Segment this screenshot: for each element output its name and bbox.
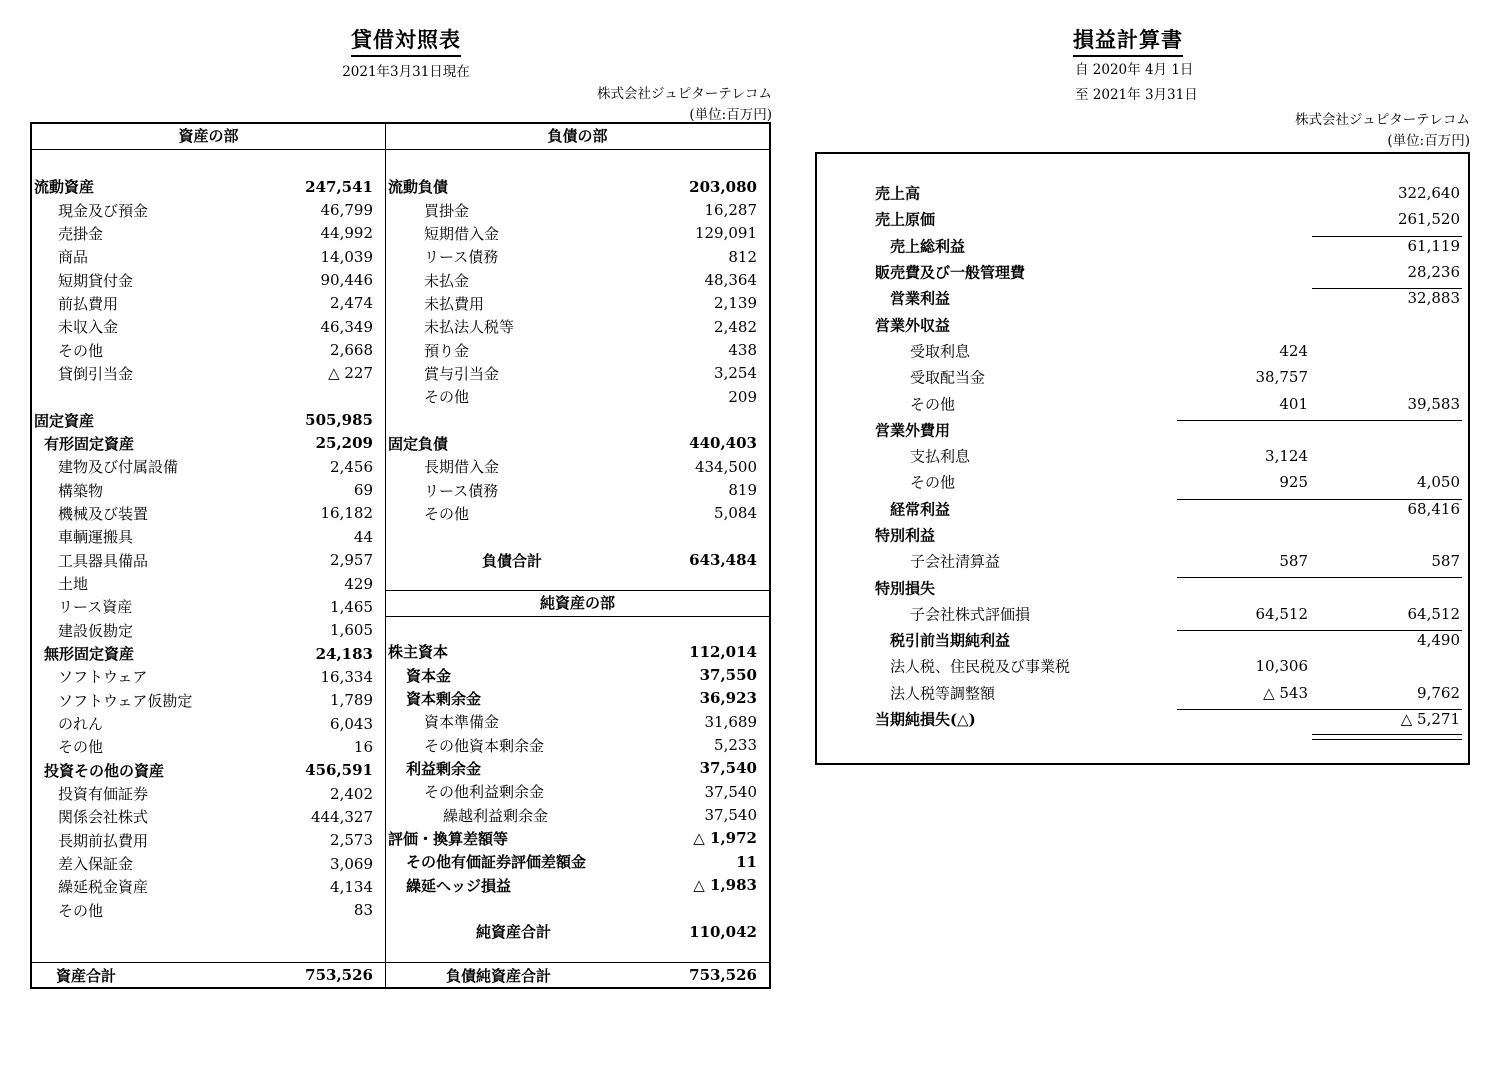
net-assets-row xyxy=(386,757,769,780)
row-subcolumn-value: △ 543 xyxy=(1263,683,1308,702)
row-value: 2,139 xyxy=(714,294,757,313)
row-label: 特別利益 xyxy=(875,526,936,545)
row-label: 負債合計 xyxy=(482,551,543,570)
row-label: 短期貸付金 xyxy=(58,271,134,290)
row-label: 関係会社株式 xyxy=(58,808,149,827)
row-value: 37,540 xyxy=(704,782,757,801)
row-label: 現金及び預金 xyxy=(58,201,149,220)
net-assets-row xyxy=(386,827,769,850)
row-value: 2,474 xyxy=(330,294,373,313)
row-label: 建設仮勘定 xyxy=(58,621,134,640)
row-label: 投資その他の資産 xyxy=(44,761,165,780)
row-label: 売上総利益 xyxy=(890,237,966,256)
assets-section-header: 資産の部 xyxy=(32,124,386,149)
row-subcolumn-value: 587 xyxy=(1279,552,1308,571)
row-label: 投資有価証券 xyxy=(58,785,149,804)
income-statement-row xyxy=(817,259,1468,285)
income-statement-period-to: 至 2021年 3月31日 xyxy=(1075,87,1198,103)
row-value: 37,550 xyxy=(699,666,757,685)
income-statement-row xyxy=(817,653,1468,679)
row-value: 505,985 xyxy=(305,411,373,430)
row-value: 643,484 xyxy=(689,551,757,570)
income-statement-row xyxy=(817,180,1468,206)
liabilities-row-blank xyxy=(386,408,769,431)
liabilities-section-header: 負債の部 xyxy=(547,127,608,145)
row-value: 110,042 xyxy=(689,922,757,941)
row-value: △ 1,972 xyxy=(693,829,757,848)
assets-row xyxy=(32,315,385,338)
row-label: 固定資産 xyxy=(34,411,95,430)
row-label: 未収入金 xyxy=(58,318,119,337)
assets-row xyxy=(32,899,385,922)
assets-row xyxy=(32,572,385,595)
row-label: 純資産合計 xyxy=(476,923,552,942)
liabilities-net-total-value: 753,526 xyxy=(689,966,757,984)
row-value: 112,014 xyxy=(689,642,757,661)
row-label: ソフトウェア仮勘定 xyxy=(58,691,193,710)
income-statement-row xyxy=(817,206,1468,232)
row-label: 資本金 xyxy=(406,666,452,685)
row-total-value: 39,583 xyxy=(1407,394,1460,413)
assets-row xyxy=(32,338,385,361)
assets-row xyxy=(32,689,385,712)
row-value: 5,233 xyxy=(714,736,757,755)
income-statement-row xyxy=(817,233,1468,259)
income-statement-company: 株式会社ジュピターテレコム xyxy=(1295,112,1470,128)
double-total-rule xyxy=(1312,734,1462,740)
row-value: 90,446 xyxy=(320,271,373,290)
row-label: その他有価証券評価差額金 xyxy=(406,853,587,872)
net-assets-row-blank xyxy=(386,897,769,920)
balance-sheet-company: 株式会社ジュピターテレコム xyxy=(597,86,772,102)
row-subcolumn-value: 64,512 xyxy=(1255,604,1308,623)
liabilities-row xyxy=(386,385,769,408)
row-label: 法人税等調整額 xyxy=(890,684,996,703)
row-value: 6,043 xyxy=(330,714,373,733)
row-label: 機械及び装置 xyxy=(58,504,149,523)
row-label: 評価・換算差額等 xyxy=(388,829,509,848)
row-label: 売掛金 xyxy=(58,224,104,243)
row-label: 株主資本 xyxy=(388,643,449,662)
liabilities-row xyxy=(386,245,769,268)
row-value: 1,465 xyxy=(330,597,373,616)
row-label: 資本準備金 xyxy=(424,713,500,732)
row-total-value: 61,119 xyxy=(1407,236,1460,255)
income-statement-row xyxy=(817,601,1468,627)
row-label: 子会社清算益 xyxy=(910,552,1001,571)
row-label: その他利益剰余金 xyxy=(424,783,545,802)
income-statement-row xyxy=(817,574,1468,600)
assets-row xyxy=(32,455,385,478)
row-value: 5,084 xyxy=(714,504,757,523)
row-label: のれん xyxy=(58,715,104,734)
row-label: 長期前払費用 xyxy=(58,831,149,850)
row-subcolumn-value: 925 xyxy=(1279,473,1308,492)
assets-row xyxy=(32,852,385,875)
row-value: 46,349 xyxy=(320,317,373,336)
row-subcolumn-value: 10,306 xyxy=(1255,657,1308,676)
assets-row xyxy=(32,549,385,572)
liabilities-net-assets-column xyxy=(386,150,769,962)
liabilities-row xyxy=(386,455,769,478)
assets-row xyxy=(32,759,385,782)
assets-row xyxy=(32,712,385,735)
row-label: 営業外収益 xyxy=(875,316,951,335)
row-label: 預り金 xyxy=(424,341,470,360)
net-assets-row xyxy=(386,640,769,663)
income-statement-row xyxy=(817,390,1468,416)
row-subcolumn-value: 38,757 xyxy=(1255,368,1308,387)
row-label: 資本剰余金 xyxy=(406,689,482,708)
income-statement-row xyxy=(817,627,1468,653)
row-label: 未払金 xyxy=(424,271,470,290)
liabilities-row xyxy=(386,362,769,385)
row-value: 16,334 xyxy=(320,667,373,686)
liabilities-row xyxy=(386,549,769,572)
assets-row xyxy=(32,175,385,198)
income-statement-row xyxy=(817,338,1468,364)
assets-total-row xyxy=(32,963,386,987)
income-statement-row xyxy=(817,285,1468,311)
row-total-value: 32,883 xyxy=(1407,289,1460,308)
row-label: 賞与引当金 xyxy=(424,364,500,383)
row-label: 前払費用 xyxy=(58,294,119,313)
row-value: 429 xyxy=(344,574,373,593)
row-subcolumn-value: 3,124 xyxy=(1265,447,1308,466)
row-value: 3,254 xyxy=(714,364,757,383)
row-value: 129,091 xyxy=(694,224,757,243)
row-value: 444,327 xyxy=(310,807,373,826)
row-value: 203,080 xyxy=(689,177,757,196)
row-label: 土地 xyxy=(58,575,89,594)
row-label: リース債務 xyxy=(424,481,499,500)
balance-sheet-date: 2021年3月31日現在 xyxy=(342,64,470,80)
row-value: 16 xyxy=(353,737,373,756)
row-label: 車輌運搬具 xyxy=(58,528,134,547)
net-assets-row xyxy=(386,803,769,826)
row-label: 建物及び付属設備 xyxy=(58,458,179,477)
liabilities-row xyxy=(386,315,769,338)
row-label: 繰延税金資産 xyxy=(58,878,149,897)
assets-row xyxy=(32,268,385,291)
balance-sheet-title xyxy=(300,24,512,57)
row-value: 37,540 xyxy=(699,759,757,778)
assets-row xyxy=(32,198,385,221)
row-value: 2,402 xyxy=(330,784,373,803)
row-label: 未払法人税等 xyxy=(424,318,515,337)
assets-row xyxy=(32,875,385,898)
row-total-value: 28,236 xyxy=(1407,263,1460,282)
assets-row xyxy=(32,805,385,828)
assets-row xyxy=(32,829,385,852)
row-value: 14,039 xyxy=(320,247,373,266)
income-statement-period-from: 自 2020年 4月 1日 xyxy=(1075,62,1194,78)
row-value: △ 227 xyxy=(328,364,373,383)
row-total-value: 64,512 xyxy=(1407,604,1460,623)
row-value: 31,689 xyxy=(704,712,757,731)
row-total-value: 4,050 xyxy=(1417,473,1460,492)
row-value: 25,209 xyxy=(315,434,373,453)
row-total-value: 68,416 xyxy=(1407,499,1460,518)
liabilities-area xyxy=(386,150,769,591)
row-label: 長期借入金 xyxy=(424,458,500,477)
row-label: 子会社株式評価損 xyxy=(910,605,1031,624)
row-subcolumn-value: 424 xyxy=(1279,341,1308,360)
row-label: 商品 xyxy=(58,248,89,267)
assets-row xyxy=(32,502,385,525)
income-statement-table xyxy=(815,152,1470,765)
assets-row xyxy=(32,222,385,245)
row-label: 買掛金 xyxy=(424,201,470,220)
row-label: 繰越利益剰余金 xyxy=(443,806,549,825)
row-value: 4,134 xyxy=(330,877,373,896)
assets-row xyxy=(32,525,385,548)
row-label: 税引前当期純利益 xyxy=(890,631,1011,650)
row-label: その他 xyxy=(58,341,104,360)
income-statement-title xyxy=(1073,24,1183,57)
row-value: 209 xyxy=(728,387,757,406)
income-statement-row xyxy=(817,417,1468,443)
liabilities-row xyxy=(386,268,769,291)
row-value: 440,403 xyxy=(689,434,757,453)
row-label: 販売費及び一般管理費 xyxy=(875,263,1026,282)
row-value: 812 xyxy=(728,247,757,266)
row-label: 工具器具備品 xyxy=(58,551,149,570)
row-value: 24,183 xyxy=(315,644,373,663)
row-label: 流動負債 xyxy=(388,178,449,197)
row-value: 44 xyxy=(353,527,373,546)
liabilities-net-total-label: 負債純資産合計 xyxy=(446,966,552,985)
liabilities-row xyxy=(386,175,769,198)
net-assets-row xyxy=(386,873,769,896)
liabilities-row xyxy=(386,338,769,361)
row-label: 繰延ヘッジ損益 xyxy=(406,876,512,895)
row-total-value: 587 xyxy=(1431,552,1460,571)
row-value: △ 1,983 xyxy=(693,876,757,895)
liabilities-row xyxy=(386,292,769,315)
row-value: 36,923 xyxy=(699,689,757,708)
row-label: その他資本剰余金 xyxy=(424,736,545,755)
income-statement-row xyxy=(817,364,1468,390)
net-assets-row xyxy=(386,710,769,733)
income-statement-row xyxy=(817,706,1468,732)
row-value: 16,287 xyxy=(704,201,757,220)
income-statement-row xyxy=(817,311,1468,337)
row-value: 69 xyxy=(353,481,373,500)
balance-sheet-title-text: 貸借対照表 xyxy=(351,24,461,57)
row-label: 営業外費用 xyxy=(875,421,951,440)
liabilities-row xyxy=(386,222,769,245)
row-value: 44,992 xyxy=(320,224,373,243)
assets-row xyxy=(32,665,385,688)
assets-total-value: 753,526 xyxy=(305,966,373,984)
liabilities-row xyxy=(386,198,769,221)
row-value: 2,668 xyxy=(330,341,373,360)
net-assets-row xyxy=(386,850,769,873)
assets-row xyxy=(32,408,385,431)
row-label: リース資産 xyxy=(58,598,133,617)
income-statement-row xyxy=(817,443,1468,469)
row-label: その他 xyxy=(910,473,956,492)
row-value: 1,789 xyxy=(330,691,373,710)
row-value: 2,456 xyxy=(330,457,373,476)
liabilities-net-total-row xyxy=(386,963,769,987)
assets-row xyxy=(32,642,385,665)
row-value: 819 xyxy=(728,481,757,500)
assets-row xyxy=(32,595,385,618)
row-label: 特別損失 xyxy=(875,579,936,598)
row-label: 支払利息 xyxy=(910,447,971,466)
row-total-value: △ 5,271 xyxy=(1400,710,1460,729)
assets-row xyxy=(32,432,385,455)
row-label: その他 xyxy=(58,901,104,920)
assets-row xyxy=(32,362,385,385)
row-label: 貸倒引当金 xyxy=(58,364,134,383)
row-label: 利益剰余金 xyxy=(406,759,482,778)
row-value: 2,482 xyxy=(714,317,757,336)
net-assets-row xyxy=(386,920,769,943)
row-label: その他 xyxy=(58,738,104,757)
row-value: 2,957 xyxy=(330,551,373,570)
row-label: 構築物 xyxy=(58,481,104,500)
net-assets-row xyxy=(386,780,769,803)
row-value: 37,540 xyxy=(704,806,757,825)
row-label: 受取配当金 xyxy=(910,368,986,387)
income-statement-row xyxy=(817,680,1468,706)
row-label: 当期純損失(△) xyxy=(875,710,976,729)
row-label: 売上高 xyxy=(875,184,921,203)
row-label: 営業利益 xyxy=(890,289,951,308)
row-label: ソフトウェア xyxy=(58,668,148,687)
row-value: 48,364 xyxy=(704,271,757,290)
row-label: その他 xyxy=(910,395,956,414)
row-label: 短期借入金 xyxy=(424,224,500,243)
row-value: 46,799 xyxy=(320,201,373,220)
assets-row xyxy=(32,735,385,758)
liabilities-row xyxy=(386,478,769,501)
net-assets-row xyxy=(386,687,769,710)
income-statement-row xyxy=(817,469,1468,495)
balance-sheet-unit: (単位:百万円) xyxy=(689,107,772,123)
net-assets-row xyxy=(386,663,769,686)
assets-row-blank xyxy=(32,385,385,408)
row-value: 1,605 xyxy=(330,621,373,640)
row-total-value: 322,640 xyxy=(1397,184,1460,203)
balance-sheet-body xyxy=(32,150,769,962)
row-label: 売上原価 xyxy=(875,210,936,229)
row-value: 16,182 xyxy=(320,504,373,523)
income-statement-title-text: 損益計算書 xyxy=(1073,24,1183,57)
assets-row xyxy=(32,292,385,315)
row-value: 247,541 xyxy=(305,177,373,196)
liabilities-row xyxy=(386,502,769,525)
liabilities-row-blank xyxy=(386,525,769,548)
row-label: 固定負債 xyxy=(388,434,449,453)
income-statement-unit: (単位:百万円) xyxy=(1387,133,1470,149)
row-total-value: 261,520 xyxy=(1397,210,1460,229)
assets-row xyxy=(32,245,385,268)
row-label: リース債務 xyxy=(424,248,499,267)
assets-total-label: 資産合計 xyxy=(56,966,117,985)
row-total-value: 9,762 xyxy=(1417,683,1460,702)
row-value: 438 xyxy=(728,341,757,360)
row-label: 経常利益 xyxy=(890,500,951,519)
row-label: 差入保証金 xyxy=(58,855,134,874)
assets-row xyxy=(32,782,385,805)
row-total-value: 4,490 xyxy=(1417,631,1460,650)
row-label: 無形固定資産 xyxy=(44,645,135,664)
assets-row xyxy=(32,619,385,642)
net-assets-section-header: 純資産の部 xyxy=(386,591,769,617)
assets-column xyxy=(32,150,386,962)
row-value: 456,591 xyxy=(305,761,373,780)
liabilities-row xyxy=(386,432,769,455)
row-label: その他 xyxy=(424,504,470,523)
balance-sheet-section-headers xyxy=(32,124,769,150)
balance-sheet-totals-row xyxy=(32,962,769,987)
row-label: 受取利息 xyxy=(910,342,971,361)
row-value: 434,500 xyxy=(694,457,757,476)
net-assets-area xyxy=(386,617,769,962)
row-label: 法人税、住民税及び事業税 xyxy=(890,657,1071,676)
income-statement-row xyxy=(817,522,1468,548)
row-label: 有形固定資産 xyxy=(44,434,135,453)
row-value: 11 xyxy=(736,852,757,871)
row-value: 3,069 xyxy=(330,854,373,873)
assets-row xyxy=(32,478,385,501)
row-label: その他 xyxy=(424,388,470,407)
net-assets-row xyxy=(386,733,769,756)
row-label: 流動資産 xyxy=(34,178,95,197)
balance-sheet-table xyxy=(30,122,771,989)
income-statement-row xyxy=(817,496,1468,522)
row-label: 未払費用 xyxy=(424,294,485,313)
row-value: 2,573 xyxy=(330,831,373,850)
row-subcolumn-value: 401 xyxy=(1279,394,1308,413)
income-statement-row xyxy=(817,548,1468,574)
row-value: 83 xyxy=(353,901,373,920)
